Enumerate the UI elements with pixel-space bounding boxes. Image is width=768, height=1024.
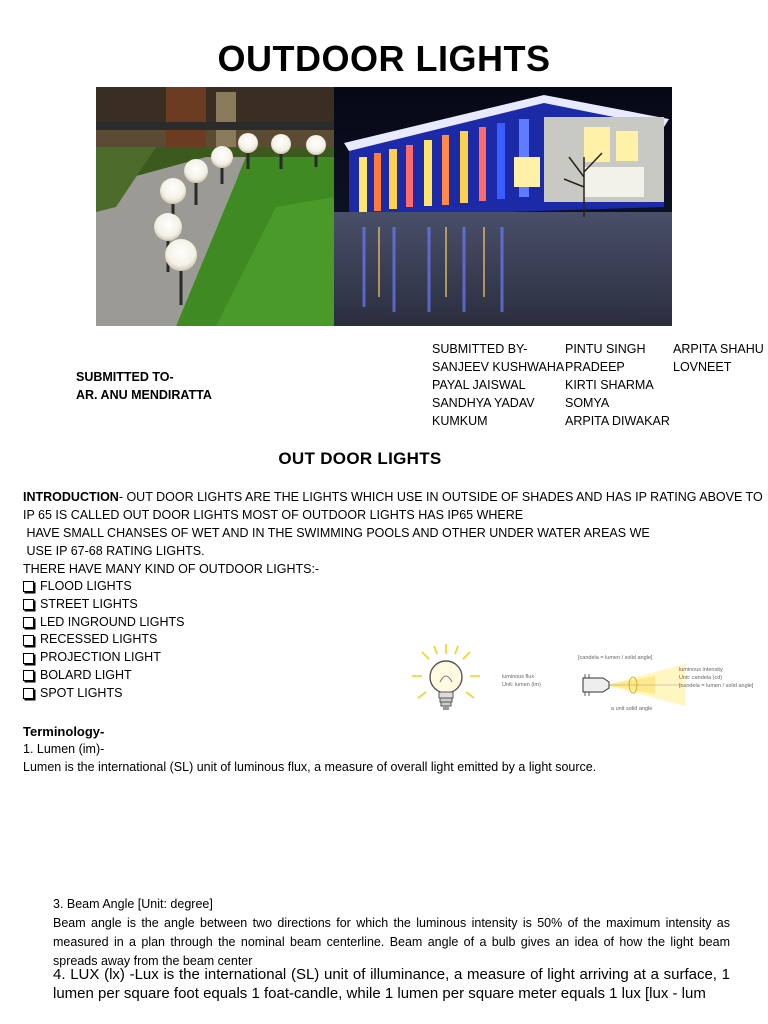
list-item (23, 649, 184, 667)
garden-lights-photo (96, 87, 334, 326)
member-name: SOMYA (565, 396, 610, 410)
list-item-label: STREET LIGHTS (40, 596, 138, 611)
submitted-to-label: SUBMITTED TO- (76, 370, 174, 384)
checkbox-bullet-icon (23, 688, 34, 699)
member-name: PAYAL JAISWAL (432, 378, 526, 392)
building-lights-photo (334, 87, 672, 326)
beam-angle-text: Beam angle is the angle between two directions for which the luminous intensity is 50% of the maximum intensity as measured in a plan through the nominal beam centerline. Beam angle of a bulb gives an idea of how the light beam spreads away from the beam center (53, 916, 730, 968)
introduction-label: INTRODUCTION (23, 490, 119, 504)
lux-paragraph: 4. LUX (lx) -Lux is the international (SL) unit of illuminance, a measure of light arriving at a surface, 1 lumen per square foot equals 1 foat-candle, while 1 lumen per square meter equals 1 lux [lux - lum (53, 966, 730, 1002)
submitted-to-name: AR. ANU MENDIRATTA (76, 388, 212, 402)
member-name: PINTU SINGH (565, 342, 646, 356)
submitted-by-label: SUBMITTED BY- (432, 342, 528, 356)
checkbox-bullet-icon (23, 653, 34, 664)
luminous-intensity-diagram (575, 650, 765, 720)
submitted-by-column-1 (432, 340, 564, 430)
checkbox-bullet-icon (23, 599, 34, 610)
diagram-label: [candela = lumen / solid angle] (578, 655, 653, 661)
introduction-paragraph (23, 488, 763, 578)
list-item (23, 578, 184, 596)
introduction-text: - OUT DOOR LIGHTS ARE THE LIGHTS WHICH USE IN OUTSIDE OF SHADES AND HAS IP RATING ABOVE TO IP 65 IS CALLED OUT DOOR LIGHTS MOST OF OUTDOOR LIGHTS HAS IP65 WHERE (23, 490, 763, 522)
member-name: PRADEEP (565, 360, 625, 374)
page-title: OUTDOOR LIGHTS (217, 38, 551, 79)
diagram-label: Unit: lumen (lm) (502, 682, 541, 688)
diagram-label: [candela = lumen / solid angle] (679, 683, 754, 689)
light-types-list (23, 578, 184, 703)
submitted-by-column-2 (565, 340, 670, 430)
lumen-heading: 1. Lumen (im)- (23, 742, 105, 756)
member-name: SANJEEV KUSHWAHA (432, 360, 565, 374)
member-name: ARPITA SHAHU (673, 342, 764, 356)
terminology-heading: Terminology- (23, 724, 105, 739)
introduction-line: USE IP 67-68 RATING LIGHTS. (23, 544, 205, 558)
checkbox-bullet-icon (23, 617, 34, 628)
list-item (23, 596, 184, 614)
list-item-label: SPOT LIGHTS (40, 685, 123, 700)
checkbox-bullet-icon (23, 670, 34, 681)
submitted-by-column-3 (673, 340, 764, 376)
checkbox-bullet-icon (23, 635, 34, 646)
section-heading: OUT DOOR LIGHTS (278, 449, 442, 468)
beam-angle-section (53, 895, 730, 971)
submitted-to (76, 368, 212, 404)
beam-angle-heading: 3. Beam Angle [Unit: degree] (53, 897, 213, 911)
member-name: KUMKUM (432, 414, 488, 428)
list-item-label: PROJECTION LIGHT (40, 650, 161, 665)
kinds-heading: THERE HAVE MANY KIND OF OUTDOOR LIGHTS:- (23, 562, 320, 576)
list-item (23, 667, 184, 685)
list-item-label: BOLARD LIGHT (40, 667, 132, 682)
diagram-label: Unit: candela (cd) (679, 675, 723, 681)
diagram-label: luminous flux (502, 674, 535, 680)
list-item (23, 631, 184, 649)
lumen-text: Lumen is the international (SL) unit of luminous flux, a measure of overall light emitted by a light source. (23, 760, 597, 774)
list-item-label: LED INGROUND LIGHTS (40, 614, 185, 629)
diagram-label: luminous intensity (679, 667, 723, 673)
member-name: KIRTI SHARMA (565, 378, 654, 392)
member-name: ARPITA DIWAKAR (565, 414, 670, 428)
checkbox-bullet-icon (23, 581, 34, 592)
luminous-flux-diagram (410, 640, 560, 730)
diagram-label: a unit solid angle (611, 706, 653, 712)
member-name: SANDHYA YADAV (432, 396, 535, 410)
list-item (23, 614, 184, 632)
introduction-line: HAVE SMALL CHANSES OF WET AND IN THE SWIMMING POOLS AND OTHER UNDER WATER AREAS WE (23, 526, 650, 540)
list-item-label: RECESSED LIGHTS (40, 632, 158, 647)
member-name: LOVNEET (673, 360, 732, 374)
list-item (23, 685, 184, 703)
list-item-label: FLOOD LIGHTS (40, 579, 132, 593)
